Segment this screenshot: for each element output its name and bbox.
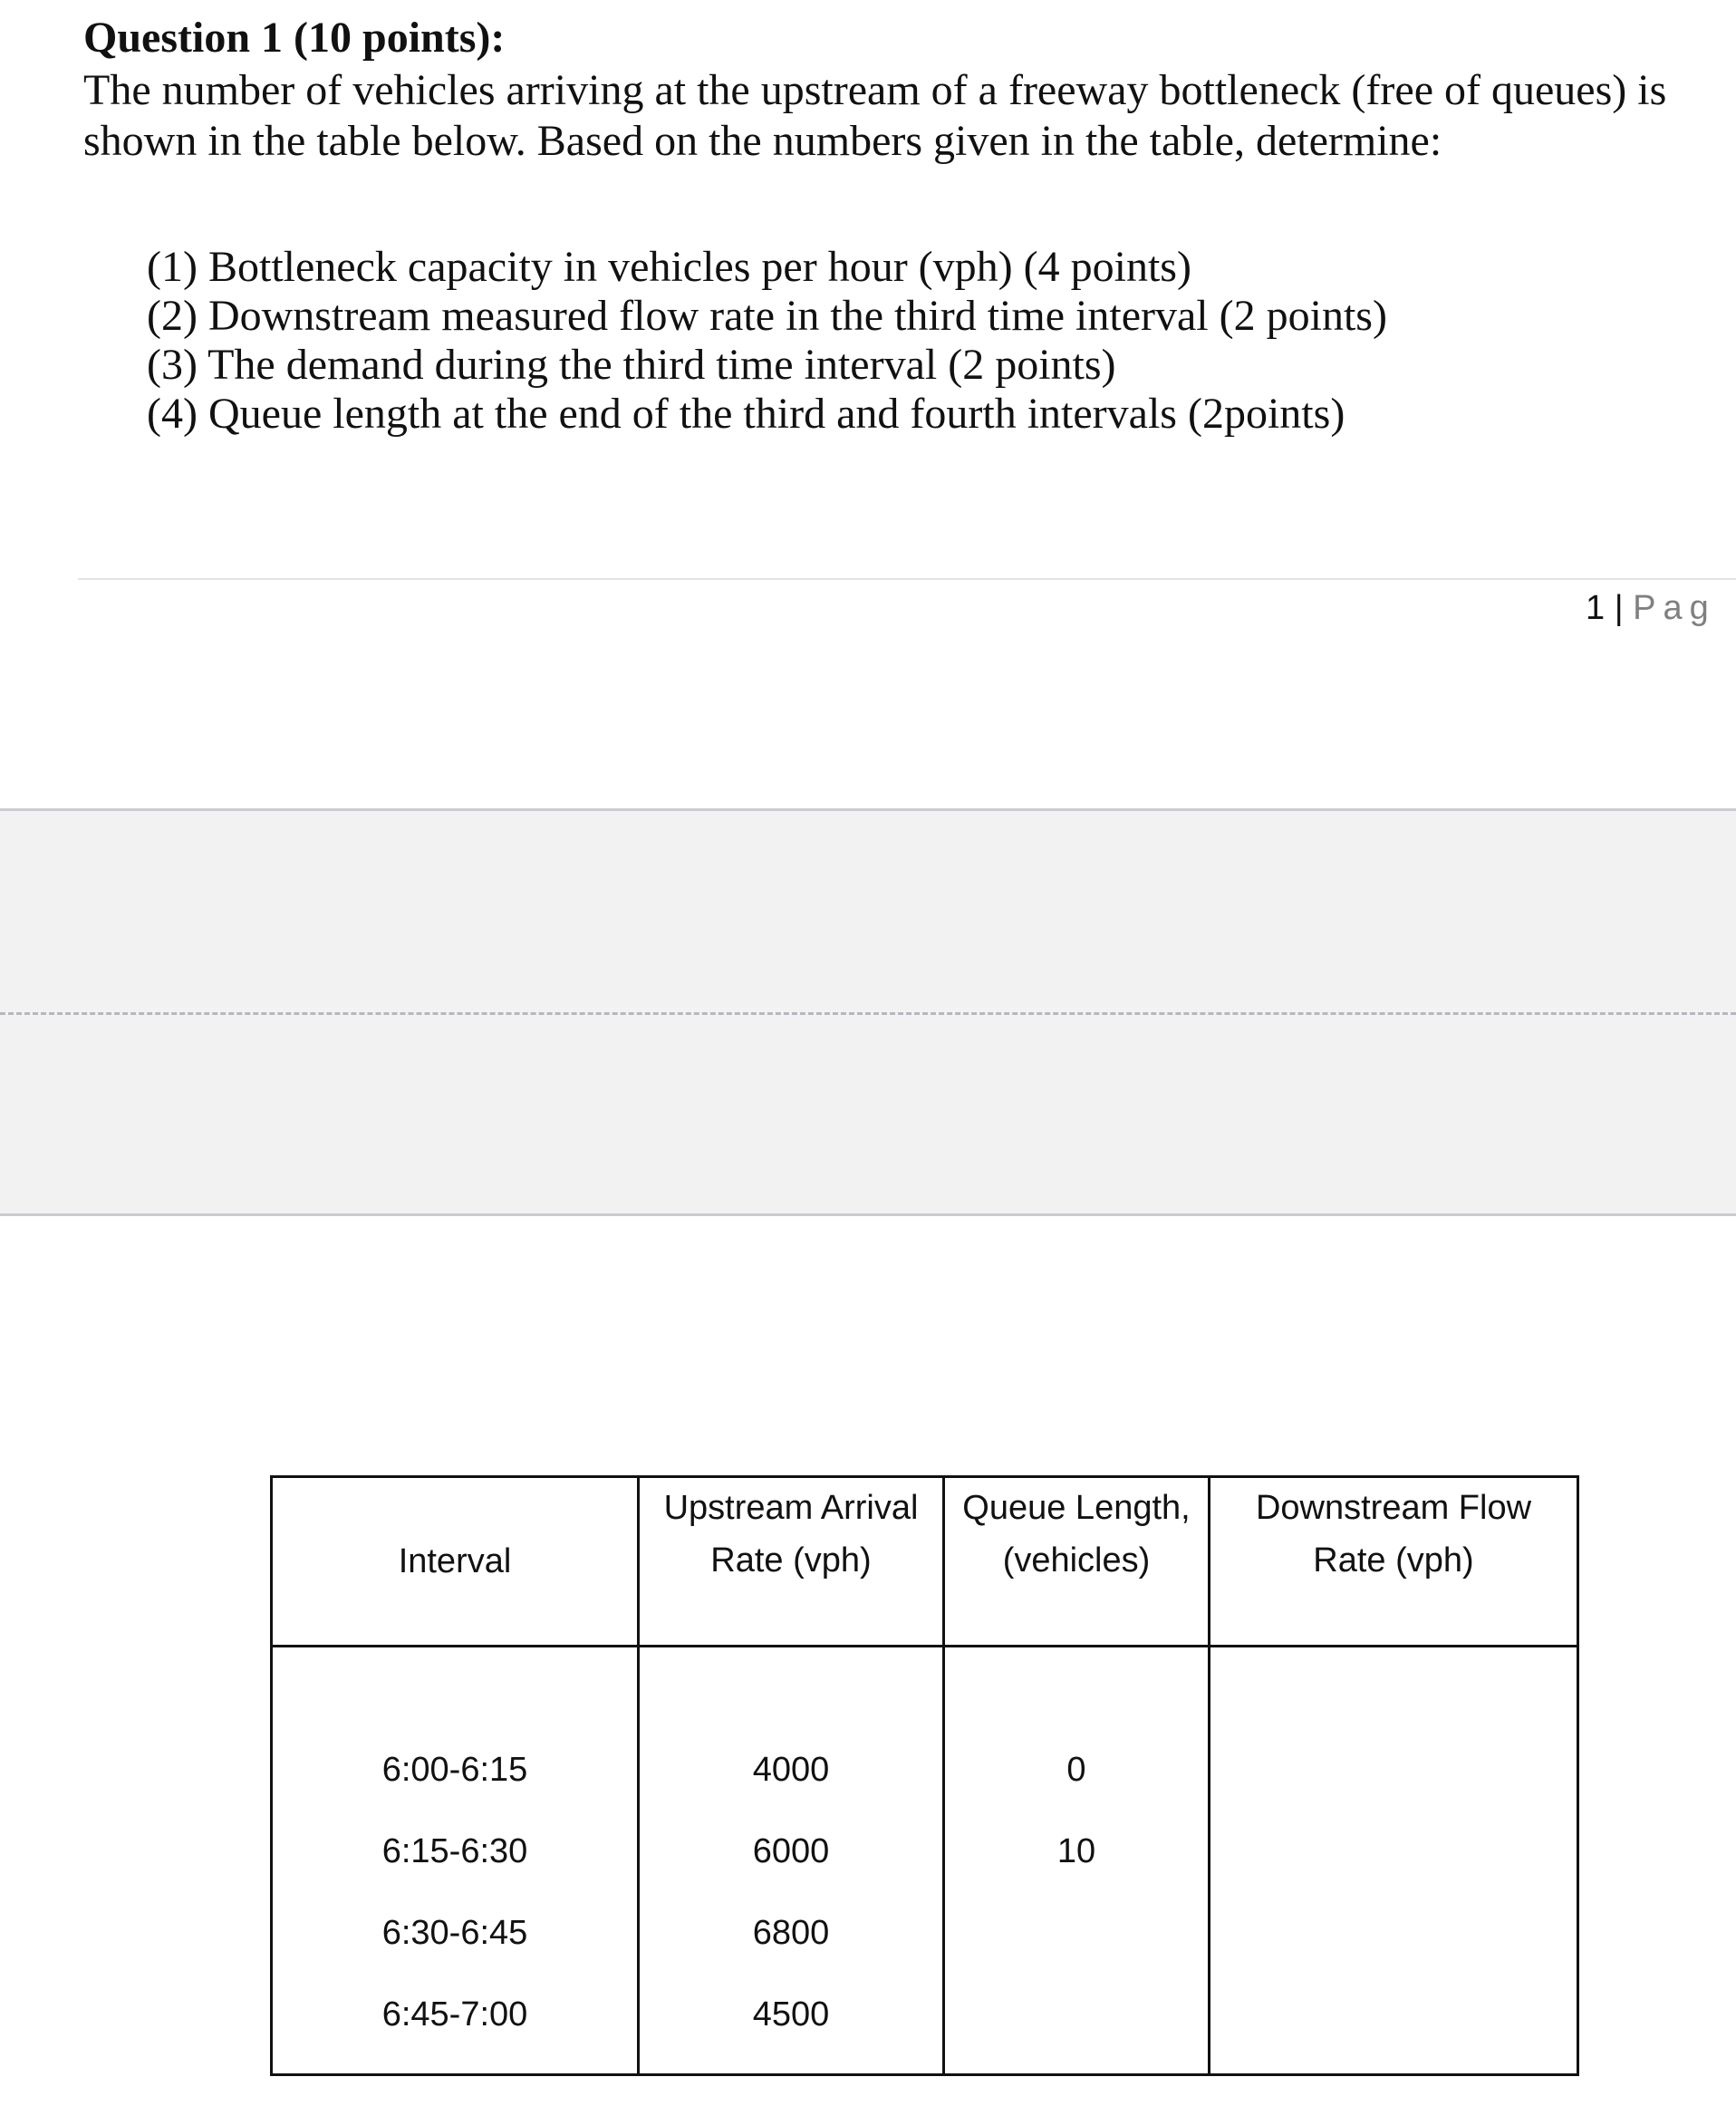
cell-upstream: 6000 [639, 1811, 944, 1892]
cell-interval: 6:30-6:45 [272, 1892, 639, 1974]
cell-upstream: 4000 [639, 1647, 944, 1811]
question-body-line: The number of vehicles arriving at the upstream of a freeway bottleneck (free of queues) is [83, 66, 1667, 114]
header-queue [944, 1477, 1210, 1647]
cell-downstream [1210, 1647, 1578, 1811]
cell-downstream [1210, 1811, 1578, 1892]
task-list [147, 243, 1387, 439]
header-interval-label: Interval [398, 1542, 512, 1580]
question-title: Question 1 (10 points): [83, 14, 506, 62]
page-footer [1586, 585, 1716, 631]
cell-downstream [1210, 1892, 1578, 1974]
question-body [83, 65, 1714, 167]
header-upstream [639, 1477, 944, 1647]
cell-interval: 6:15-6:30 [272, 1811, 639, 1892]
header-queue-line1: Queue Length, [962, 1489, 1191, 1527]
cell-queue: 10 [944, 1811, 1210, 1892]
task-item-3: (3) The demand during the third time interval (2 points) [147, 341, 1116, 389]
cell-interval: 6:45-7:00 [272, 1974, 639, 2075]
question-body-line: shown in the table below. Based on the numbers given in the table, determine: [83, 117, 1442, 165]
table-row [272, 1892, 1578, 1974]
page-label: Pag [1633, 589, 1716, 627]
cell-queue [944, 1892, 1210, 1974]
header-queue-line2: (vehicles) [1002, 1541, 1151, 1580]
cell-upstream: 6800 [639, 1892, 944, 1974]
header-downstream-line1: Downstream Flow [1255, 1489, 1532, 1527]
document-page-1 [0, 0, 1736, 808]
cell-downstream [1210, 1974, 1578, 2075]
page-break-gap [0, 808, 1736, 1216]
header-upstream-line2: Rate (vph) [710, 1541, 872, 1580]
cell-upstream: 4500 [639, 1974, 944, 2075]
header-downstream-line2: Rate (vph) [1313, 1541, 1474, 1580]
cell-queue [944, 1974, 1210, 2075]
header-interval [272, 1477, 639, 1647]
task-item-2: (2) Downstream measured flow rate in the third time interval (2 points) [147, 292, 1387, 340]
cell-queue: 0 [944, 1647, 1210, 1811]
header-downstream [1210, 1477, 1578, 1647]
page-number: 1 [1586, 589, 1606, 627]
cell-interval: 6:00-6:15 [272, 1647, 639, 1811]
page-break-line [0, 1012, 1736, 1015]
table-row [272, 1647, 1578, 1811]
table-header-row [272, 1477, 1578, 1647]
page-number-separator: | [1614, 589, 1624, 627]
data-table [270, 1475, 1579, 2076]
table-row [272, 1811, 1578, 1892]
task-item-1: (1) Bottleneck capacity in vehicles per hour (vph) (4 points) [147, 243, 1191, 291]
header-upstream-line1: Upstream Arrival [663, 1489, 919, 1527]
footer-divider [78, 578, 1736, 580]
task-item-4: (4) Queue length at the end of the third and fourth intervals (2points) [147, 390, 1345, 438]
table-row [272, 1974, 1578, 2075]
